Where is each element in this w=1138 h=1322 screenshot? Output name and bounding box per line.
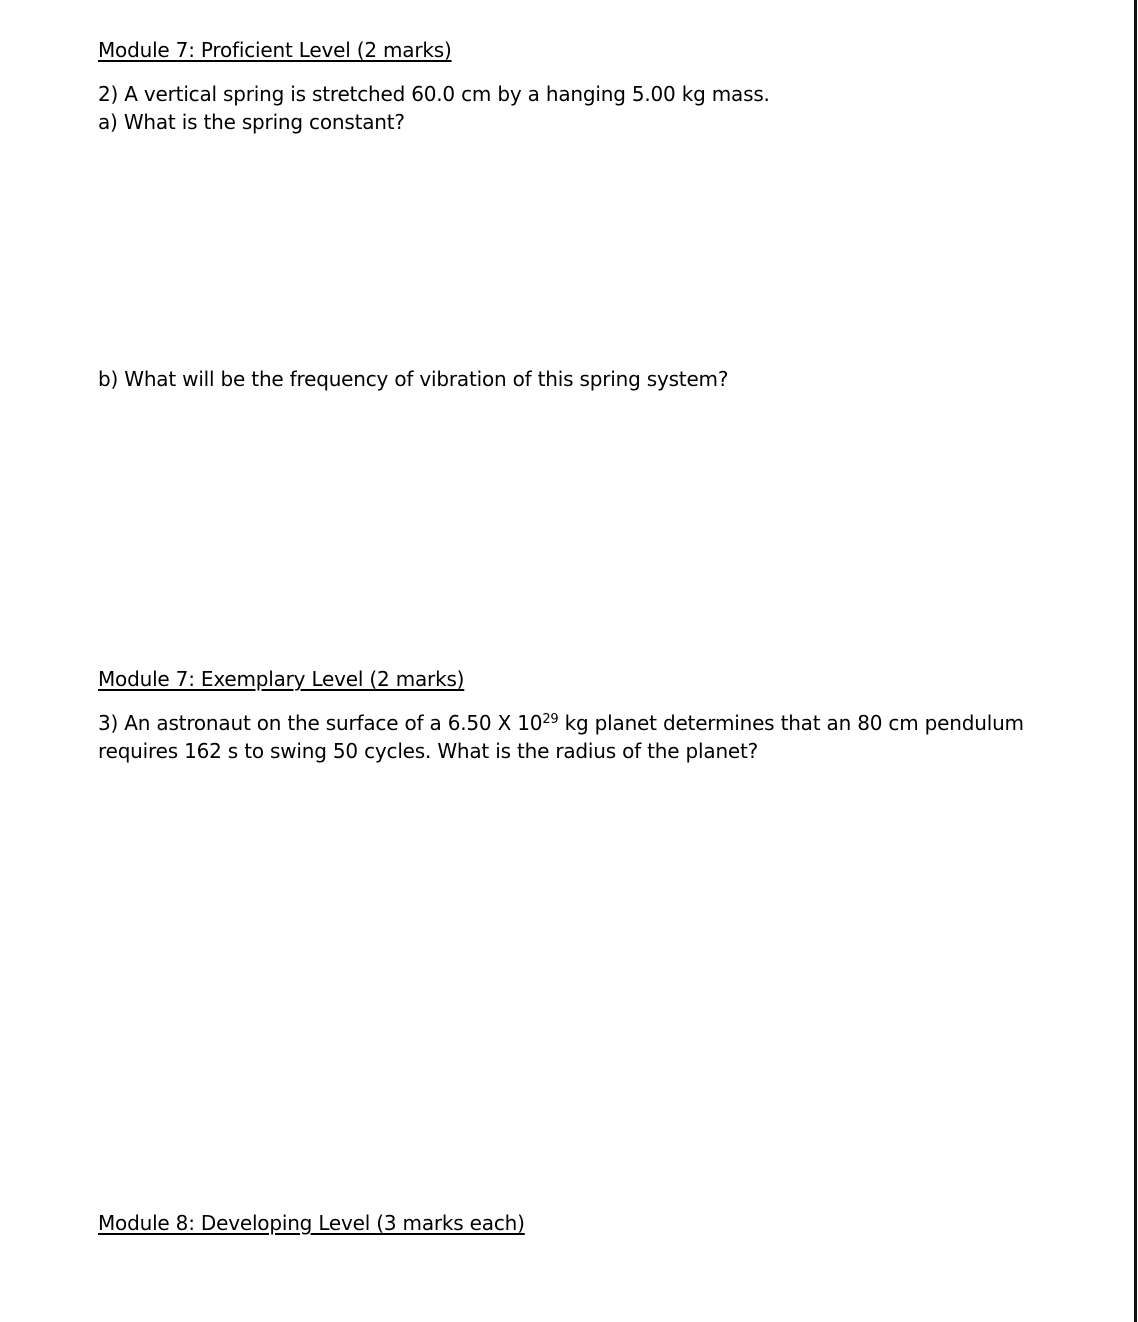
question-2a-text: a) What is the spring constant? [98,110,405,134]
question-2-text: 2) A vertical spring is stretched 60.0 cm by a hanging 5.00 kg mass. [98,82,770,106]
question-3-text-start: 3) An astronaut on the surface of a 6.50 X 10 [98,711,543,735]
section-heading-module7-exemplary: Module 7: Exemplary Level (2 marks) [98,667,465,691]
page-border [1134,0,1137,1322]
question-3-line1 [98,709,1024,737]
section-heading-module8-developing: Module 8: Developing Level (3 marks each) [98,1211,525,1235]
exponent: 29 [542,712,559,727]
question-2b-text: b) What will be the frequency of vibration of this spring system? [98,367,729,391]
question-3-line2: requires 162 s to swing 50 cycles. What is the radius of the planet? [98,739,759,763]
question-3-text-end: kg planet determines that an 80 cm pendulum [558,711,1024,735]
section-heading-module7-proficient: Module 7: Proficient Level (2 marks) [98,38,452,62]
